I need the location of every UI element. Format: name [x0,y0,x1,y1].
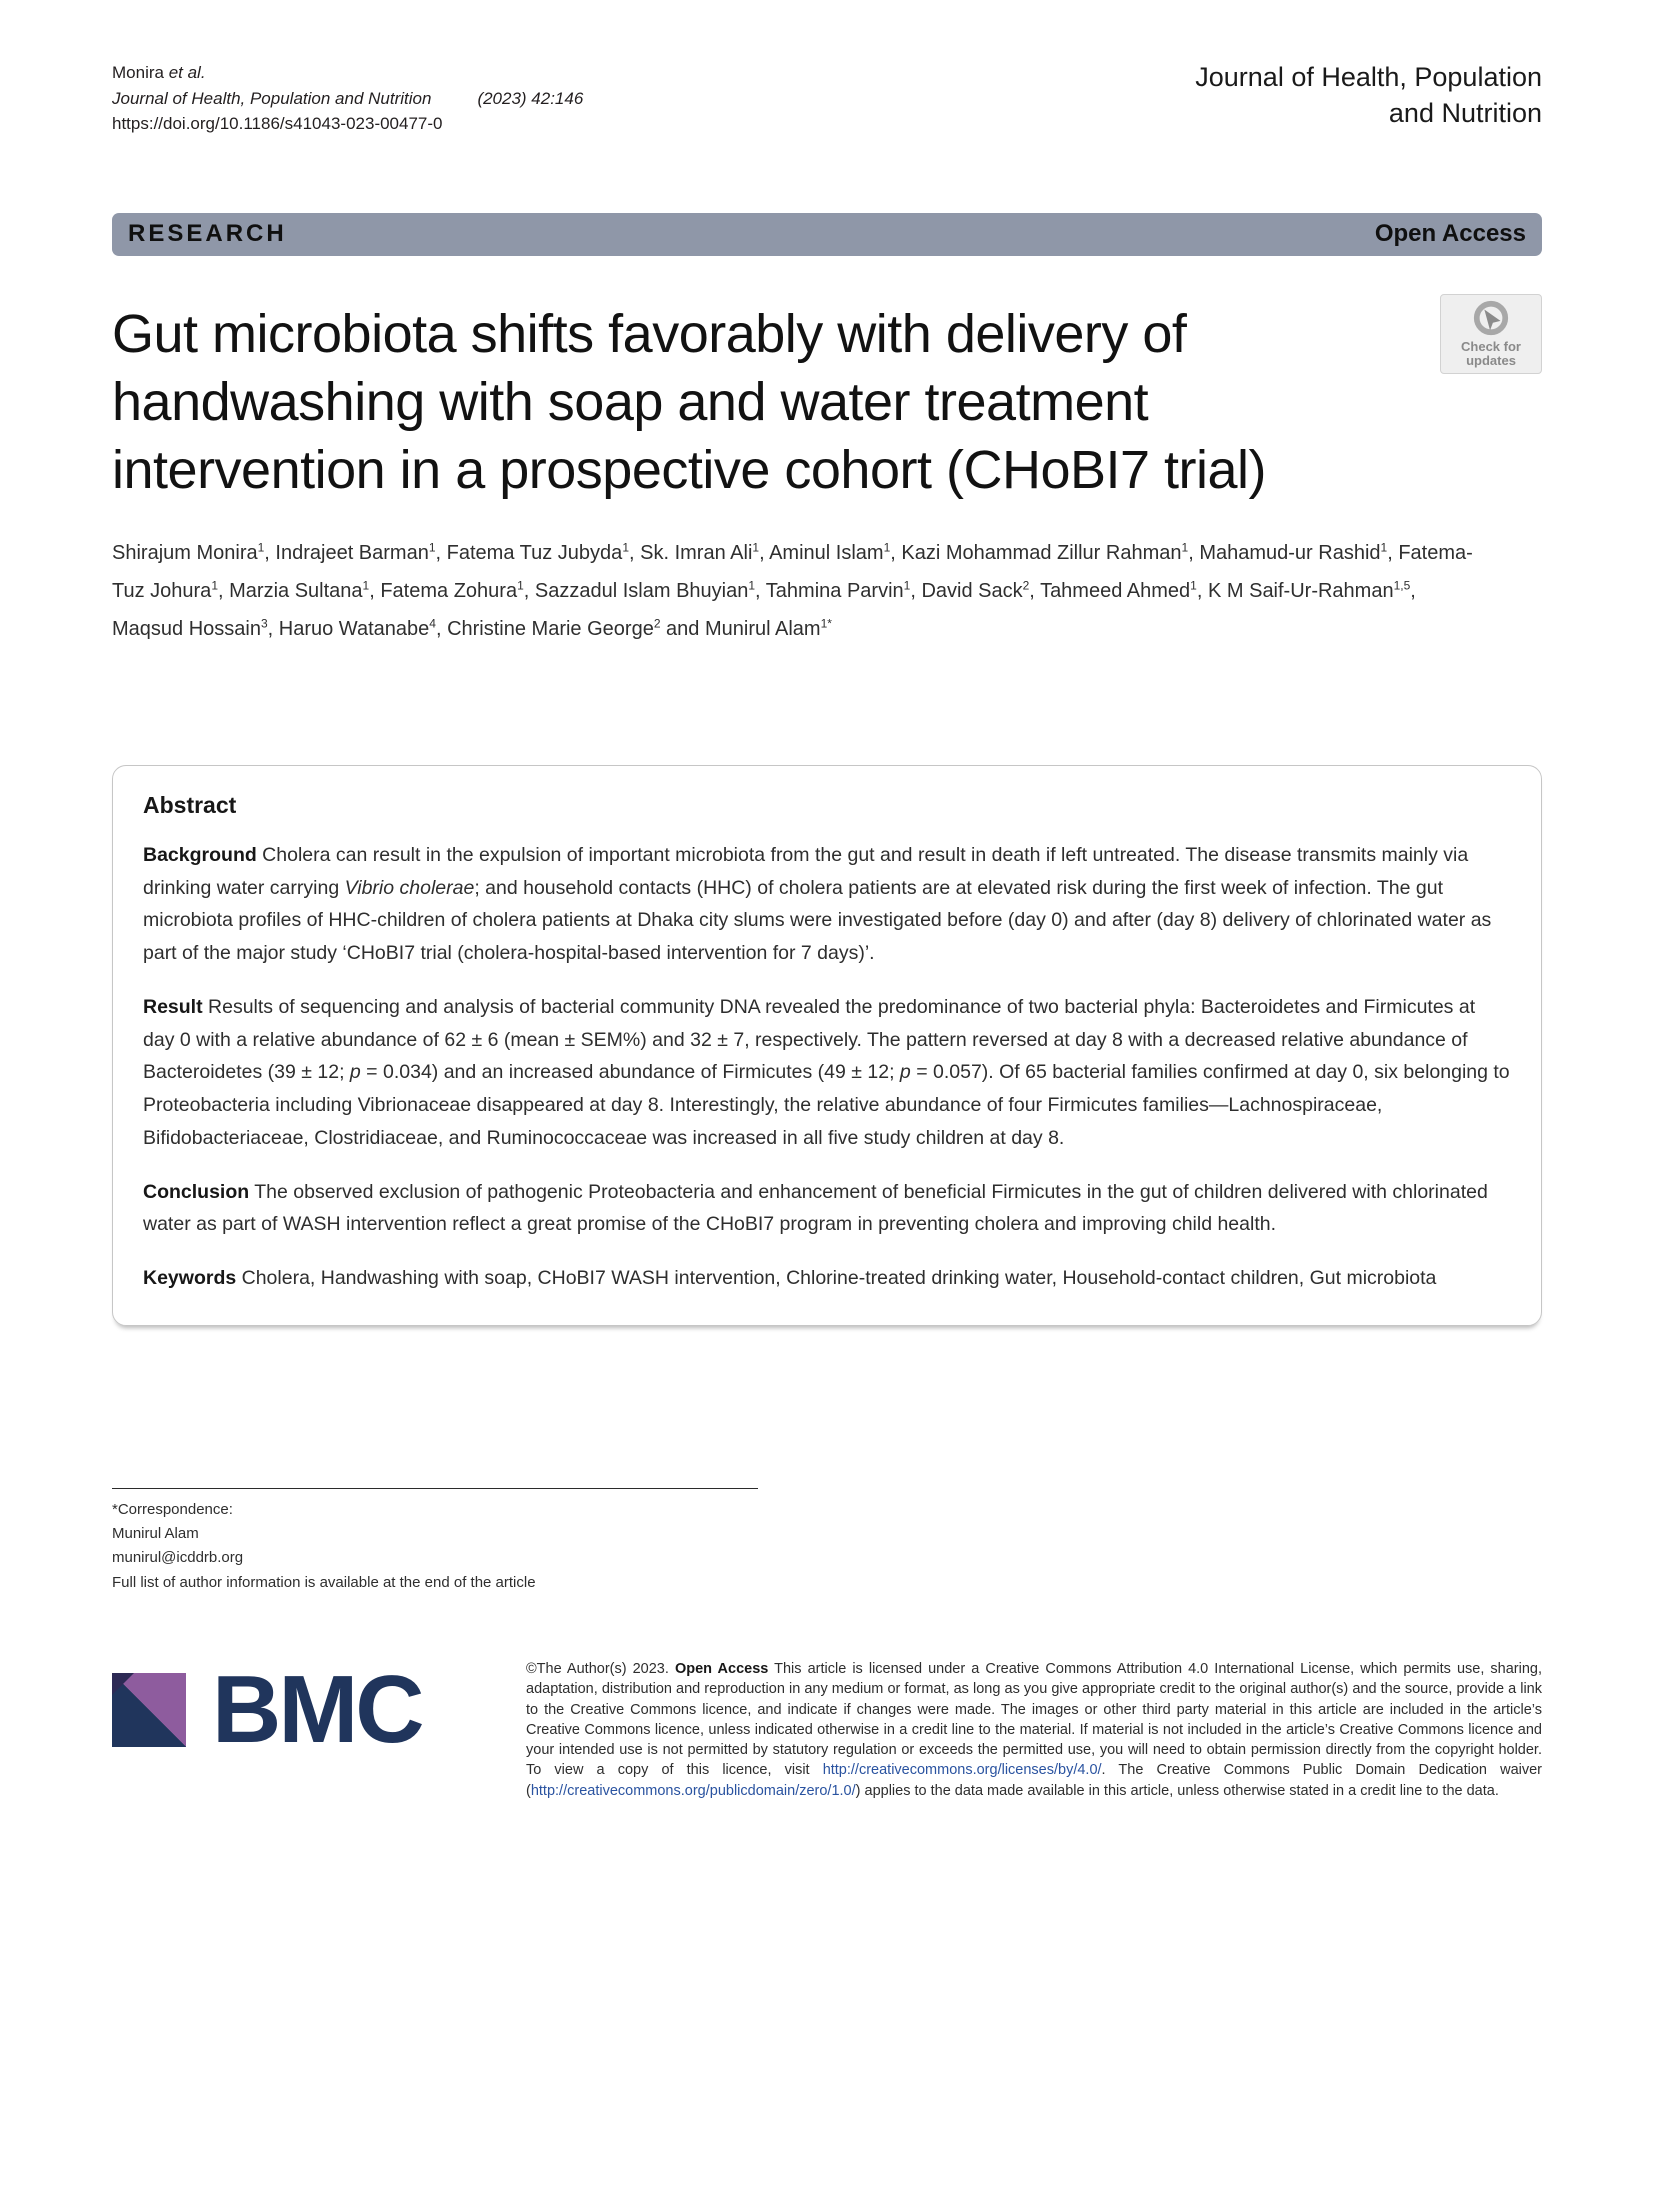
running-authors: Monira et al. [112,63,206,82]
bmc-logo-text: BMC [212,1655,422,1763]
abstract-heading: Abstract [143,791,237,818]
correspondence-divider [112,1488,758,1489]
correspondence-name: Munirul Alam [112,1525,199,1543]
correspondence-email: munirul@icddrb.org [112,1549,244,1567]
correspondence-label: *Correspondence: [112,1500,233,1518]
bmc-logo [112,1655,500,1763]
abstract-conclusion: Conclusion The observed exclusion of pathogenic Proteobacteria and enhancement of beneficial Firmicutes in the gut of children delivered with chlorinated water as part of WASH intervention reflect a great promise of the CHoBI7 program in preventing cholera and improving child health. [143,1180,1488,1236]
license-link[interactable]: http://creativecommons.org/publicdomain/zero/1.0/ [530,1782,856,1799]
abstract-box [112,765,1542,1326]
citation-block [112,60,583,137]
correspondence-note: Full list of author information is available at the end of the article [112,1573,536,1591]
license-link[interactable]: http://creativecommons.org/licenses/by/4.0/ [822,1762,1102,1779]
abstract-result: Result Results of sequencing and analysis of bacterial community DNA revealed the predominance of two bacterial phyla: Bacteroidetes and Firmicutes at day 0 with a relative abundance of 62 ± 6 (mean ± SEM%) and 32 ± 7, respectively. The pattern reversed at day 8 with a decreased relative abundance of Bacteroidetes (39 ± 12; p = 0.034) and an increased abundance of Firmicutes (49 ± 12; p = 0.057). Of 65 bacterial families confirmed at day 0, six belonging to Proteobacteria including Vibrionaceae disappeared at day 8. Interestingly, the relative abundance of four Firmicutes families—Lachnospiraceae, Bifidobacteriaceae, Clostridiaceae, and Ruminococcaceae was increased in all five study children at day 8. [143,995,1510,1149]
page-footer [112,1655,1543,1801]
abstract-keywords: Keywords Cholera, Handwashing with soap, CHoBI7 WASH intervention, Chlorine-treated drinking water, Household-contact children, Gut microbiota [143,1267,1437,1290]
license-text: ©The Author(s) 2023. Open Access This article is licensed under a Creative Commons Attribution 4.0 International License, which permits use, sharing, adaptation, distribution and reproduction in any medium or format, as long as you give appropriate credit to the original author(s) and the source, provide a link to the Creative Commons licence, and indicate if changes were made. The images or other third party material in this article are included in the article’s Creative Commons licence, unless indicated otherwise in a credit line to the material. If material is not included in the article’s Creative Commons licence and your intended use is not permitted by statutory regulation or exceeds the permitted use, you will need to obtain permission directly from the copyright holder. To view a copy of this licence, visit http://creativecommons.org/licenses/by/4.0/. The Creative Commons Public Domain Dedication waiver (http://creativecommons.org/publicdomain/zero/1.0/) applies to the data made available in this article, unless otherwise stated in a credit line to the data. [526,1660,1543,1799]
doi-text: https://doi.org/10.1186/s41043-023-00477-0 [112,114,443,133]
check-updates-label: Check for updates [1461,338,1521,368]
open-access-label: Open Access [1374,220,1526,247]
title-section [112,300,1542,504]
journal-name-line1: Journal of Health, Population [1195,62,1542,92]
article-type-banner [112,213,1542,256]
abstract-background: Background Cholera can result in the expulsion of important microbiota from the gut and result in death if left untreated. The disease transmits mainly via drinking water carrying Vibrio cholerae; and household contacts (HHC) of cholera patients are at elevated risk during the first week of infection. The gut microbiota profiles of HHC-children of cholera patients at Dhaka city slums were investigated before (day 0) and after (day 8) delivery of chlorinated water as part of the major study ‘CHoBI7 trial (cholera-hospital-based intervention for 7 days)’. [143,843,1492,965]
journal-name-line2: and Nutrition [1388,97,1542,128]
correspondence-block [112,1488,1542,1595]
bmc-logo-square-icon [112,1673,186,1747]
check-for-updates-badge[interactable] [1440,294,1542,374]
author-list: Shirajum Monira$^1$, Indrajeet Barman$^1$, Fatema Tuz Jubyda$^1$, Sk. Imran Ali$^1$, Aminul Islam$^1$, Kazi Mohammad Zillur Rahman$^1$, Mahamud-ur Rashid$^1$, Fatema-Tuz Johura$^1$, Marzia Sultana$^1$, Fatema Zohura$^1$, Sazzadul Islam Bhuyian$^1$, Tahmina Parvin$^1$, David Sack$^2$, Tahmeed Ahmed$^1$, K M Saif-Ur-Rahman$^{1,5}$, Maqsud Hossain$^3$, Haruo Watanabe$^4$, Christine Marie George$^2$ and Munirul Alam$^{1*}$ [112,539,1473,641]
journal-citation: Journal of Health, Population and Nutrition (2023) 42:146 [112,88,584,108]
page-header [112,60,1542,137]
journal-name [1195,60,1542,131]
article-type-label: RESEARCH [128,220,287,247]
check-updates-icon [1472,299,1510,337]
article-title: Gut microbiota shifts favorably with delivery of handwashing with soap and water treatment intervention in a prospective cohort (CHoBI7 trial) [112,303,1267,500]
